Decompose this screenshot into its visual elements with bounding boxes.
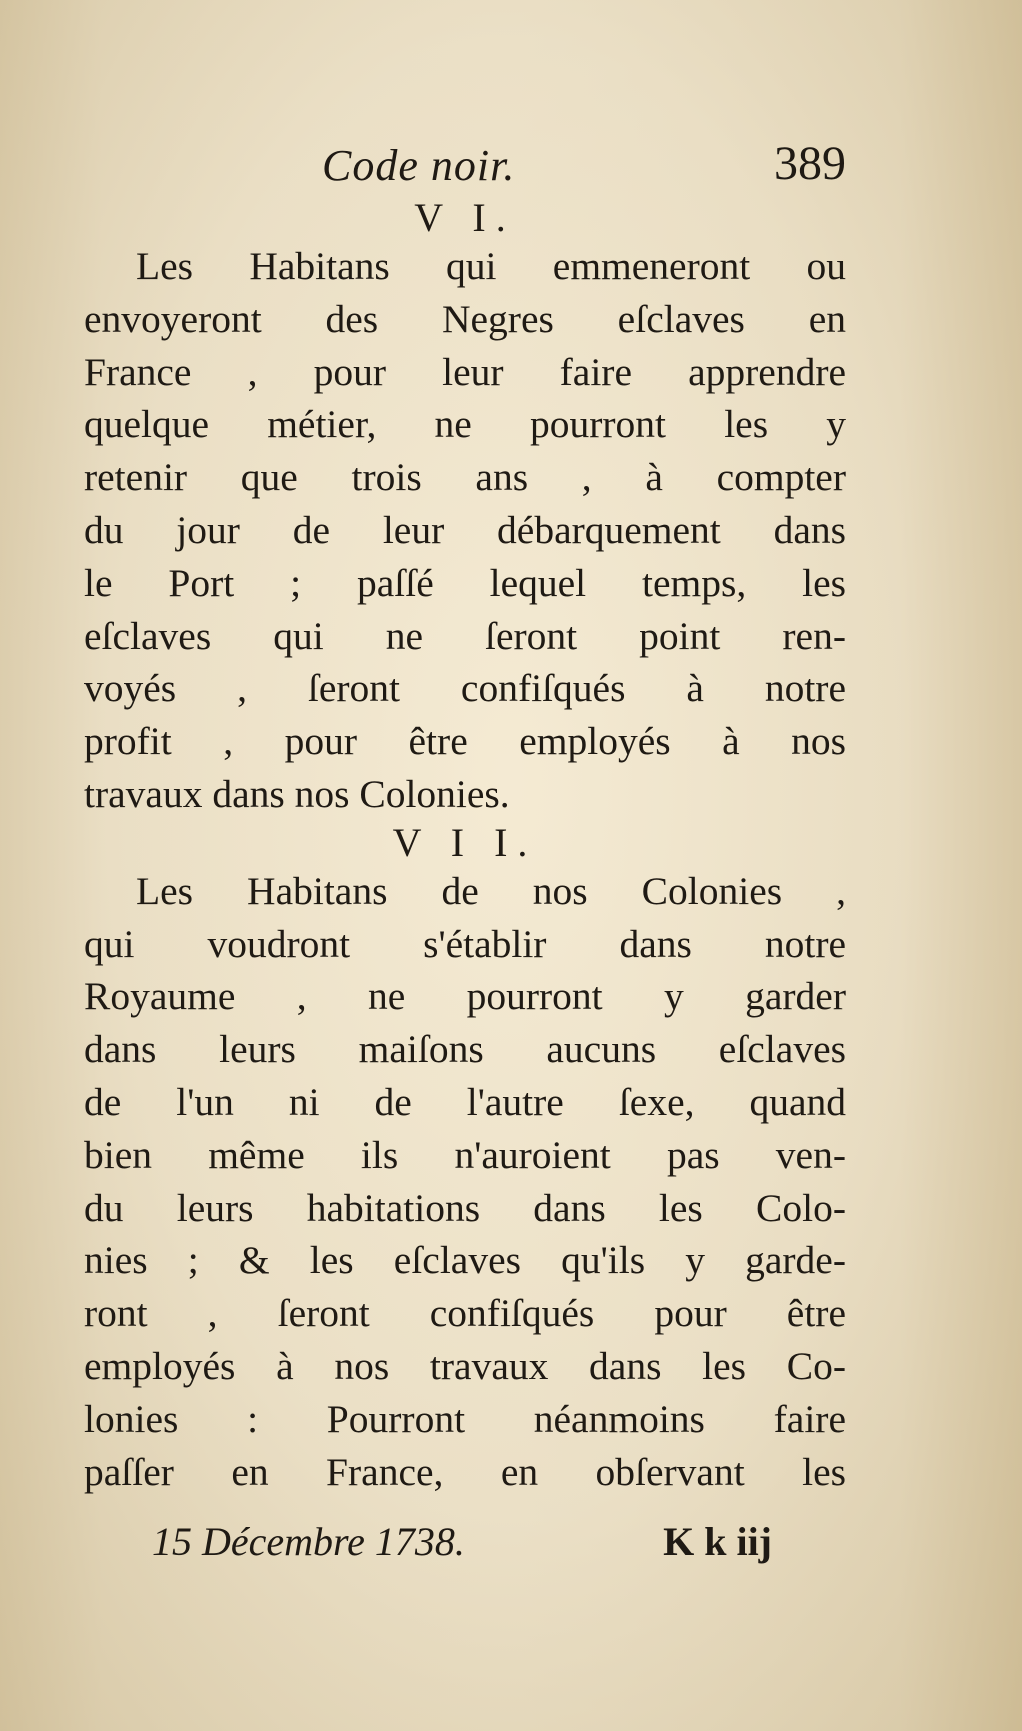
text-line: le Port ; paſſé lequel temps, les	[84, 560, 846, 605]
text-line: travaux dans nos Colonies.	[84, 771, 510, 816]
text-line: bien même ils n'auroient pas ven-	[84, 1132, 846, 1177]
text-line: nies ; & les eſclaves qu'ils y garde-	[84, 1238, 846, 1283]
running-title: Code noir.	[322, 141, 516, 190]
text-line: de l'un ni de l'autre ſexe, quand	[84, 1079, 846, 1124]
text-line: du leurs habitations dans les Colo-	[84, 1185, 846, 1230]
signature-mark: K k iij	[663, 1519, 772, 1564]
article-paragraph	[84, 240, 846, 821]
page-text	[84, 130, 846, 1498]
article-paragraph	[84, 865, 846, 1499]
text-line: envoyeront des Negres eſclaves en	[84, 296, 846, 341]
text-line: lonies : Pourront néanmoins faire	[84, 1396, 846, 1441]
page-footer	[152, 1518, 772, 1568]
article-6	[84, 196, 846, 821]
page-number: 389	[774, 137, 846, 190]
text-line: du jour de leur débarquement dans	[84, 507, 846, 552]
article-number: V I I.	[392, 819, 538, 865]
article-number: V I.	[414, 195, 516, 240]
text-line: retenir que trois ans , à compter	[84, 455, 846, 500]
footer-date: 15 Décembre 1738.	[152, 1519, 465, 1564]
text-line: ront , ſeront confiſqués pour être	[84, 1291, 846, 1336]
text-line: voyés , ſeront confiſqués à notre	[84, 666, 846, 711]
text-line: Royaume , ne pourront y garder	[84, 974, 846, 1019]
text-line: profit , pour être employés à nos	[84, 719, 846, 764]
text-line: qui voudront s'établir dans notre	[84, 921, 846, 966]
running-head	[84, 130, 846, 196]
text-line: Les Habitans de nos Colonies ,	[136, 868, 846, 913]
text-line: paſſer en France, en obſervant les	[84, 1449, 846, 1494]
text-line: France , pour leur faire apprendre	[84, 349, 846, 394]
article-7	[84, 821, 846, 1499]
text-line: eſclaves qui ne ſeront point ren-	[84, 613, 846, 658]
text-line: Les Habitans qui emmeneront ou	[136, 244, 846, 288]
text-line: dans leurs maiſons aucuns eſclaves	[84, 1027, 846, 1072]
text-line: quelque métier, ne pourront les y	[84, 402, 846, 447]
text-line: employés à nos travaux dans les Co-	[84, 1343, 846, 1388]
